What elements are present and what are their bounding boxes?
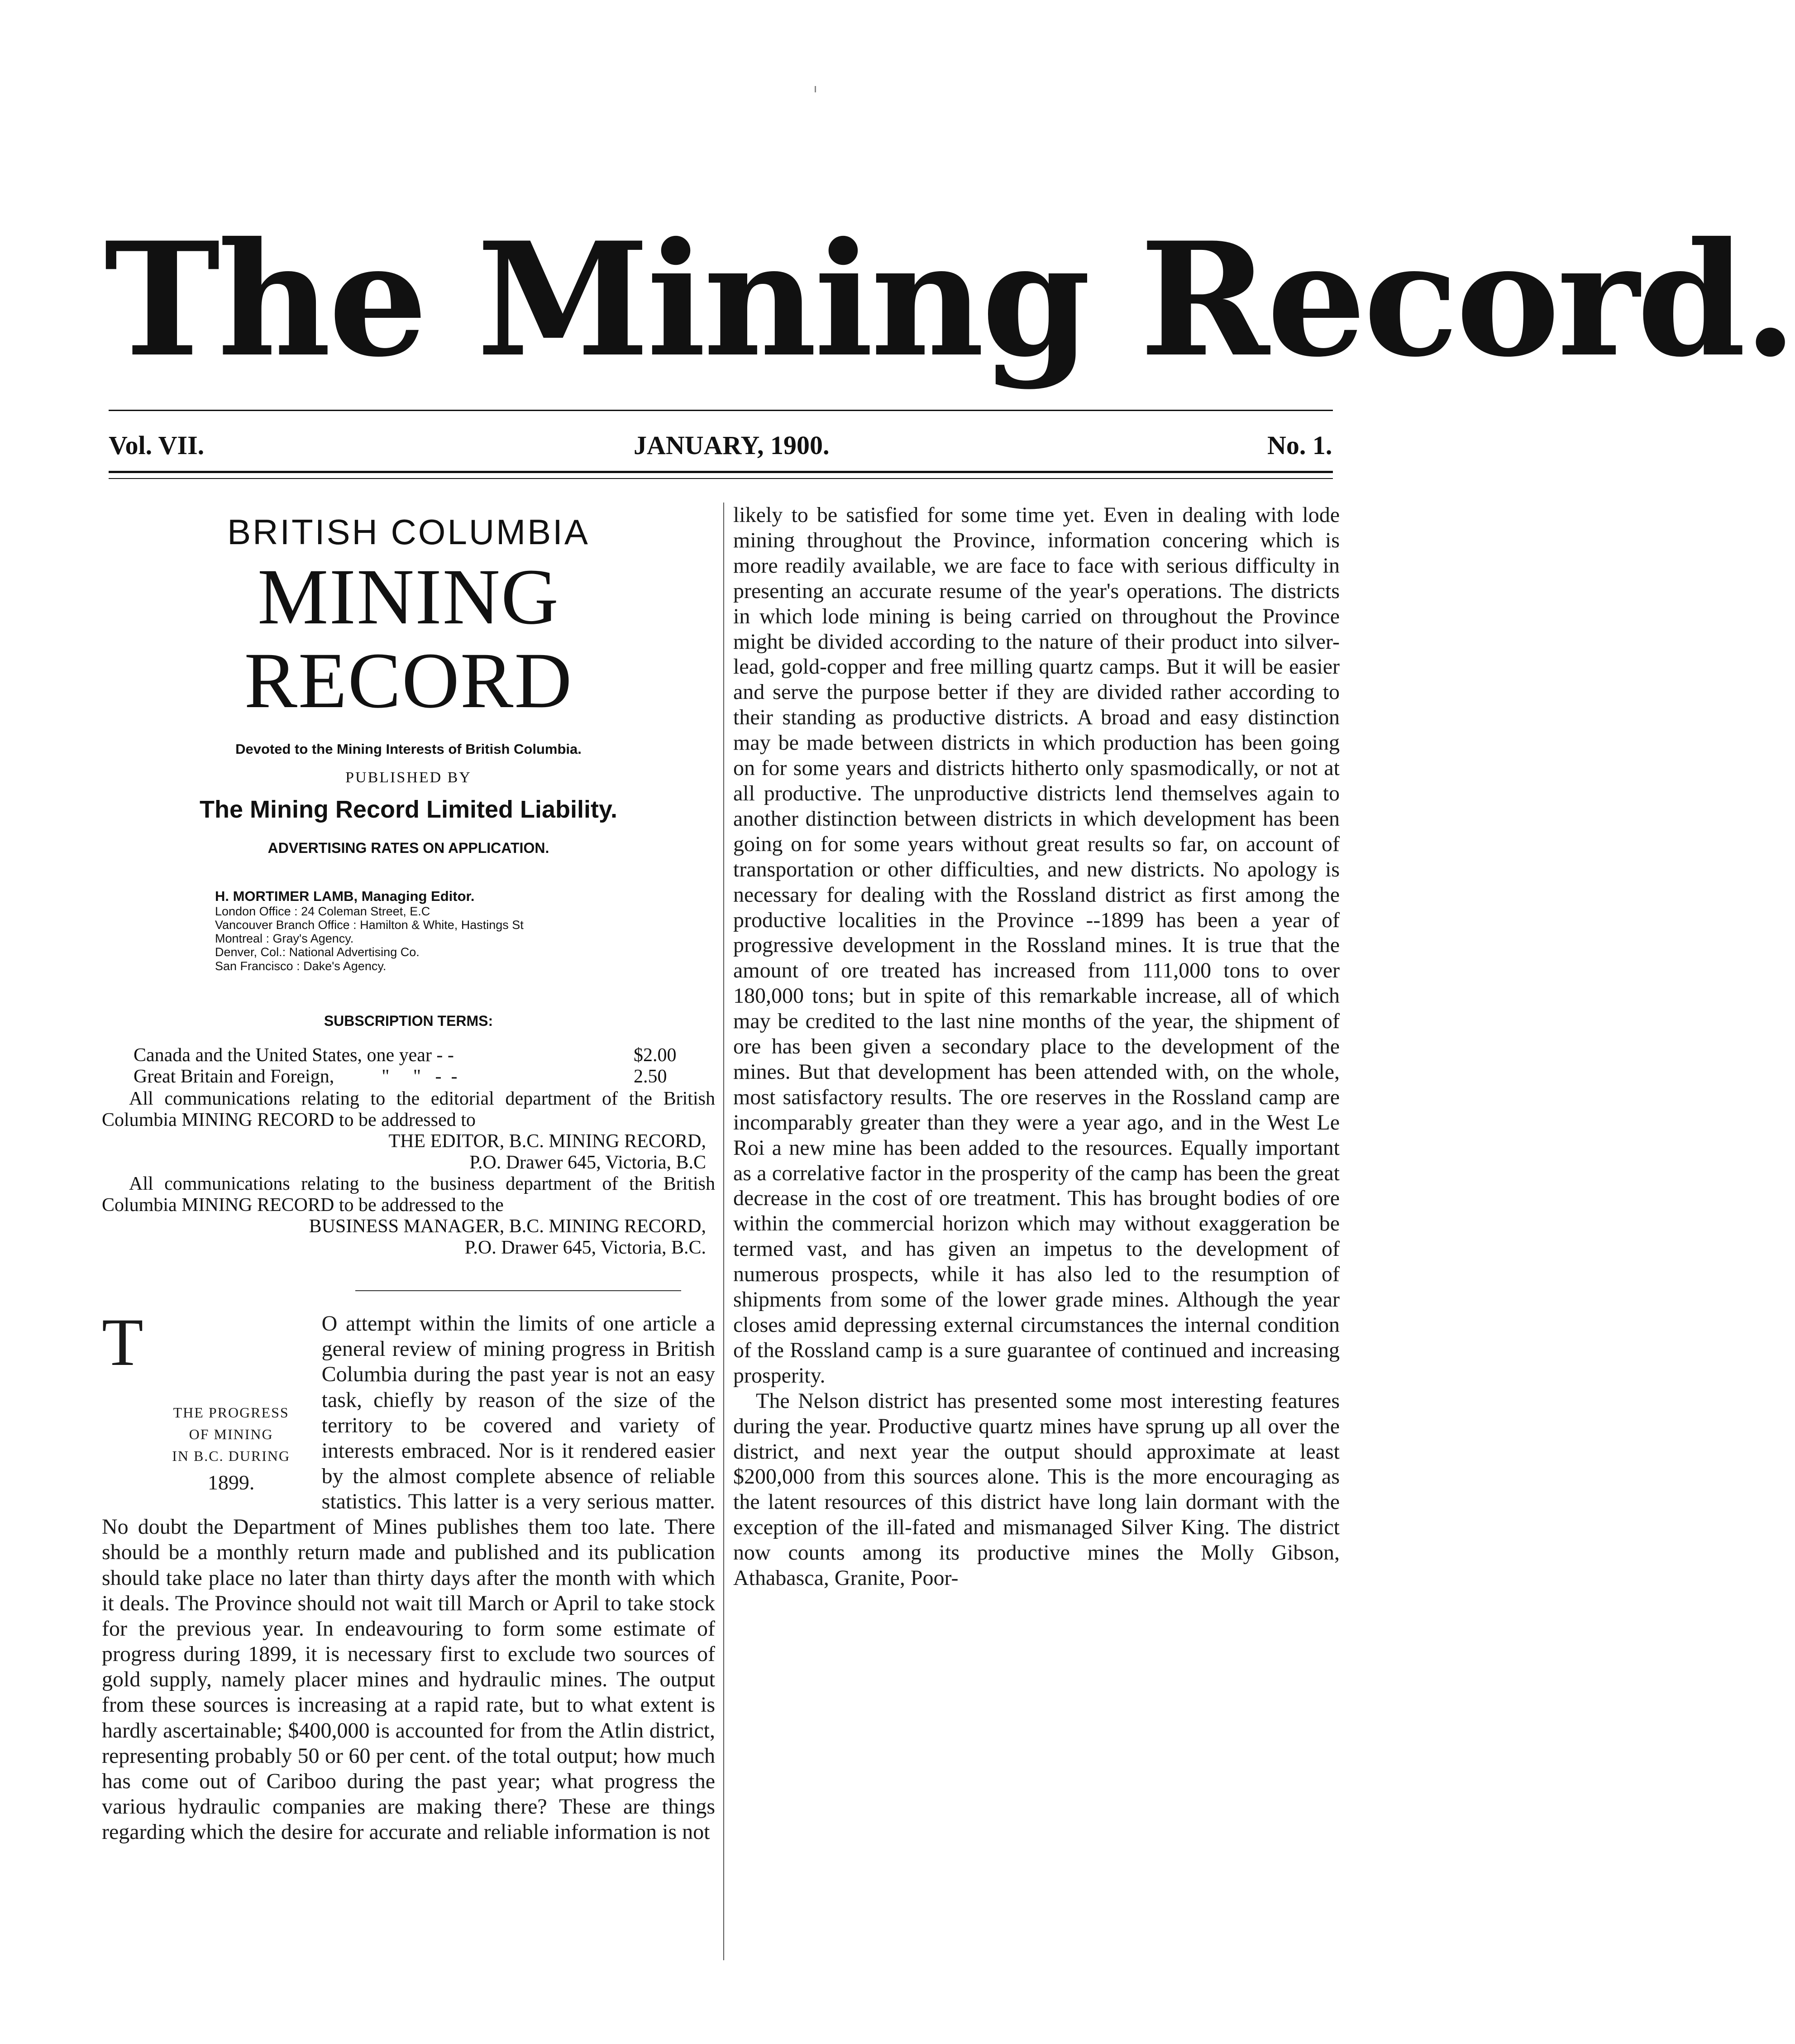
left-column (102, 503, 715, 1845)
subscription-amount: 2.50 (634, 1066, 667, 1087)
article-continued (733, 503, 1340, 1591)
imprint-end-rule (355, 1290, 681, 1291)
published-by: PUBLISHED BY (345, 769, 472, 786)
masthead-title: The Mining Record. (104, 208, 1795, 392)
business-address: P.O. Drawer 645, Victoria, B.C. (464, 1237, 706, 1259)
office-line: London Office : 24 Coleman Street, E.C (215, 904, 430, 918)
article-lead (102, 1305, 715, 1845)
header-rule-top (109, 471, 1333, 473)
business-notice: All communications relating to the business department of the British Columbia MINING RECORD to be addressed to the (102, 1173, 715, 1216)
drop-cap: T (102, 1305, 143, 1380)
office-line: Montreal : Gray's Agency. (215, 932, 354, 946)
subscription-amount: $2.00 (634, 1044, 677, 1066)
speck-mark (815, 86, 816, 92)
office-line: Vancouver Branch Office : Hamilton & White, Hastings St (215, 918, 524, 932)
sidenote-line: OF MINING (189, 1426, 273, 1443)
header-rule-bottom (109, 478, 1333, 479)
subscription-row (111, 1066, 715, 1087)
article-text: O attempt within the limits of one article a general review of mining progress in British Columbia during the past year is not an easy task, chiefly by reason of the size of the territory to be covered and variety of interests embraced. Nor is it rendered easier by the almost complete absence of reliable statistics. This latter is a very serious matter. No doubt the Department of Mines publishes them too late. There should be a monthly return made and published and its publication should take place no later than thirty days after the month with which it deals. The Province should not wait till March or April to take stock for the previous year. In endeavouring to form some estimate of progress during 1899, it is necessary first to exclude two sources of gold supply, namely placer mines and hydraulic mines. The output from these sources is increasing at a rapid rate, but to what extent is hardly ascertainable; $400,000 is accounted for from the Atlin district, representing probably 50 or 60 per cent. of the total output; how much has come out of Cariboo during the past year; what progress the various hydraulic companies are making there? These are things regarding which the desire for accurate and reliable information is not (102, 1312, 715, 1844)
right-column (733, 503, 1340, 1591)
column-divider (723, 503, 724, 1960)
article-sidenote (150, 1402, 313, 1498)
volume-label: Vol. VII. (109, 431, 205, 460)
article-paragraph: The Nelson district has presented some most interesting features during the year. Productive quartz mines have sprung up all over the district, and next year the output should approximate at least $200,000 from this sources alone. This is the more encouraging as the latent resources of this district have long lain dormant with the exception of the ill-fated and mismanaged Silver King. The district now counts among its productive mines the Molly Gibson, Athabasca, Granite, Poor- (733, 1388, 1340, 1590)
imprint-tagline: Devoted to the Mining Interests of British Columbia. (235, 741, 582, 757)
subscription-label: Great Britain and Foreign, " " - - (134, 1066, 458, 1087)
office-line: Denver, Col.: National Advertising Co. (215, 945, 420, 959)
office-line: San Francisco : Dake's Agency. (215, 959, 387, 973)
article-paragraph: likely to be satisfied for some time yet. Even in dealing with lode mining throughout the Province, information concering which is more readily available, we are face to face with serious difficulty in presenting an accurate resume of the year's operations. The districts in which lode mining is being carried on throughout the Province might be divided according to the nature of their product into silver-lead, gold-copper and free milling quartz camps. But it will be easier and serve the purpose better if they are divided rather according to their standing as productive districts. A broad and easy distinction may be made between districts in which production has been going on for some years and districts hitherto only spasmodically, or not at all productive. The unproductive districts lend themselves again to another distinction between districts in which development has been going on for some years without great results so far, on account of transportation or other difficulties, and new districts. No apology is necessary for dealing with the Rossland district as first among the productive localities in the Province --1899 has been a year of progressive development in the Rossland mines. It is true that the amount of ore treated has increased from 111,000 tons to over 180,000 tons; but in spite of this remarkable increase, all of which may be credited to the last nine months of the year, the shipment of ore has been given a secondary place to the development of the mines. But that development has been attended with, on the whole, most satisfactory results. The ore reserves in the Rossland camp are incomparably greater than they were a year ago, and in the West Le Roi a new mine has been added to the resources. Equally important as a correlative factor in the prosperity of the camp has been the great decrease in the cost of ore treatment. This has brought bodies of ore within the commercial horizon which may without exaggeration be termed vast, and has given an impetus to the development of numerous prospects, while it has also led to the resumption of shipments from some of the lower grade mines. Although the year closes amid depressing external circumstances the internal condition of the Rossland camp is a sure guarantee of continued and increasing prosperity. (733, 503, 1340, 1388)
business-address: BUSINESS MANAGER, B.C. MINING RECORD, (309, 1216, 706, 1237)
editorial-address: THE EDITOR, B.C. MINING RECORD, (388, 1130, 706, 1152)
managing-editor: H. MORTIMER LAMB, Managing Editor. (215, 888, 475, 904)
publisher-name: The Mining Record Limited Liability. (199, 795, 618, 823)
subscription-heading: SUBSCRIPTION TERMS: (324, 1012, 493, 1029)
editorial-address: P.O. Drawer 645, Victoria, B.C (469, 1152, 706, 1173)
editor-block (215, 888, 715, 973)
issue-date: JANUARY, 1900. (634, 431, 830, 460)
sidenote-year: 1899. (207, 1471, 255, 1494)
editorial-notice: All communications relating to the editorial department of the British Columbia MINING RECORD to be addressed to (102, 1088, 715, 1130)
sidenote-line: THE PROGRESS (173, 1404, 289, 1421)
advertising-rates: ADVERTISING RATES ON APPLICATION. (267, 839, 549, 856)
masthead-rule (109, 410, 1333, 411)
subscription-label: Canada and the United States, one year - - (134, 1044, 454, 1066)
subscription-row (111, 1045, 715, 1066)
imprint-region: BRITISH COLUMBIA (227, 512, 590, 552)
imprint-title: MINING RECORD (244, 553, 573, 725)
issue-number: No. 1. (1267, 431, 1332, 460)
sidenote-line: IN B.C. DURING (172, 1448, 291, 1465)
